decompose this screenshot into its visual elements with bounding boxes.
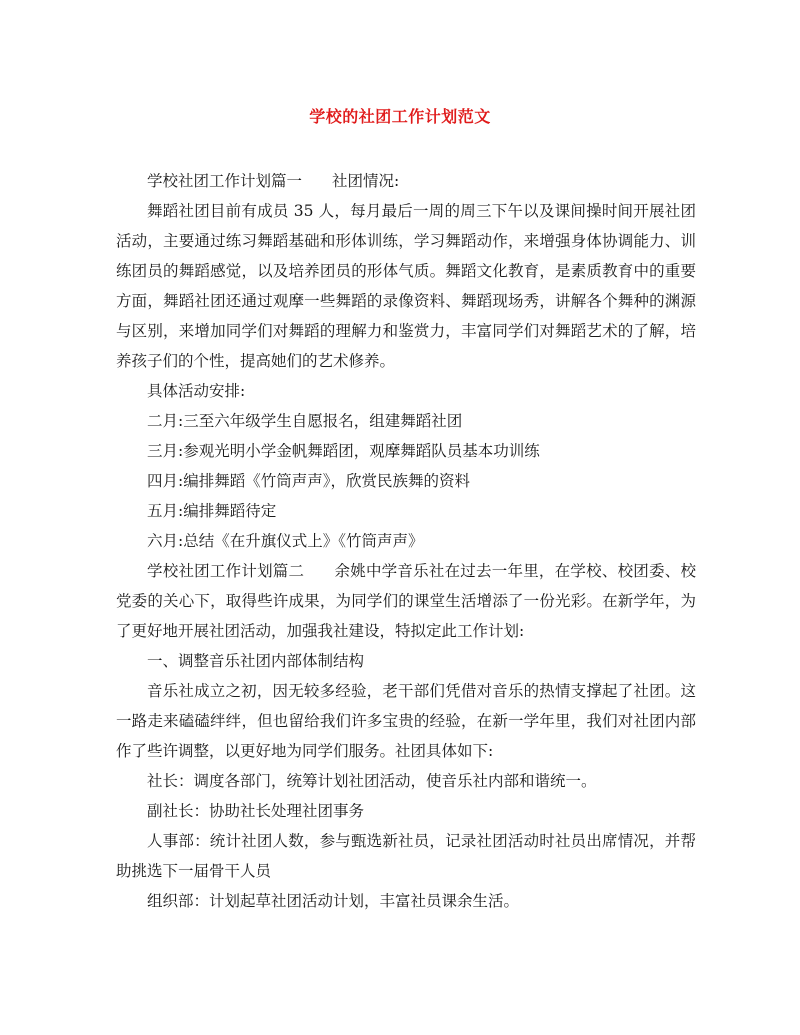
paragraph-june: 六月:总结《在升旗仪式上》《竹筒声声》 [147,532,424,550]
paragraph-music-club-history: 音乐社成立之初，因无较多经验，老干部们凭借对音乐的热情支撑起了社团。这一路走来磕磕绊绊，但也留给我们许多宝贵的经验，在新一学年里，我们对社团内部作了些许调整，以更好地为同学们服务。社团具体如下: [116,682,696,760]
section-lead: 学校社团工作计划篇二 [147,562,305,580]
paragraph-president: 社长：调度各部门，统筹计划社团活动，使音乐社内部和谐统一。 [147,772,597,790]
paragraph-organization-dept: 组织部：计划起草社团活动计划，丰富社员课余生活。 [147,892,520,910]
document-body [116,166,696,916]
paragraph-activity-heading: 具体活动安排: [147,382,246,400]
paragraph-section-one-heading [116,166,696,196]
paragraph-text: 社团情况: [332,172,400,190]
paragraph-march: 三月:参观光明小学金帆舞蹈团，观摩舞蹈队员基本功训练 [147,442,540,460]
document-title: 学校的社团工作计划范文 [309,107,491,126]
paragraph-february: 二月:三至六年级学生自愿报名，组建舞蹈社团 [147,412,463,430]
paragraph-dance-club-intro: 舞蹈社团目前有成员 35 人，每月最后一周的周三下午以及课间操时间开展社团活动，主要通过练习舞蹈基础和形体训练，学习舞蹈动作，来增强身体协调能力、训练团员的舞蹈感觉，以及培养团员的形体气质。舞蹈文化教育，是素质教育中的重要方面，舞蹈社团还通过观摩一些舞蹈的录像资料、舞蹈现场秀，讲解各个舞种的渊源与区别，来增加同学们对舞蹈的理解力和鉴赏力，丰富同学们对舞蹈艺术的了解，培养孩子们的个性，提高她们的艺术修养。 [116,202,696,370]
paragraph-vice-president: 副社长：协助社长处理社团事务 [147,802,365,820]
paragraph-section-two [116,556,696,646]
paragraph-structure-heading: 一、调整音乐社团内部体制结构 [147,652,365,670]
paragraph-april: 四月:编排舞蹈《竹筒声声》，欣赏民族舞的资料 [147,472,470,490]
section-lead: 学校社团工作计划篇一 [147,172,303,190]
paragraph-may: 五月:编排舞蹈待定 [147,502,277,520]
paragraph-text: 余姚中学音乐社在过去一年里，在学校、校团委、校党委的关心下，取得些许成果，为同学们的课堂生活增添了一份光彩。在新学年，为了更好地开展社团活动，加强我社建设，特拟定此工作计划: [116,562,696,640]
paragraph-personnel-dept: 人事部：统计社团人数，参与甄选新社员，记录社团活动时社员出席情况，并帮助挑选下一届骨干人员 [116,832,696,880]
